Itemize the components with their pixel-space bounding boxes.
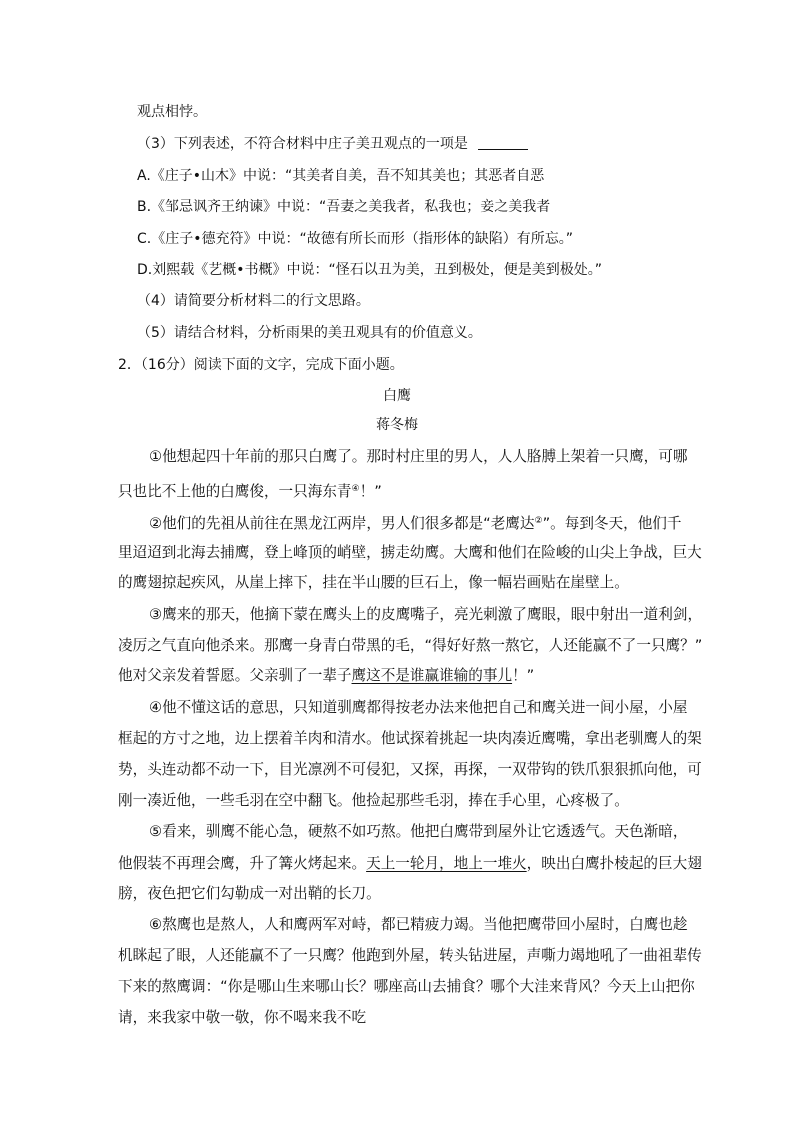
article-author: 蒋冬梅 bbox=[376, 417, 418, 433]
footnote-marker: ② bbox=[534, 516, 543, 526]
para-3-line-2: 凌厉之气直向他杀来。那鹰一身青白带黑的毛，“得好好熬一熬它，人还能赢不了一只鹰？” bbox=[118, 637, 703, 654]
para-4-line-4: 刚一凑近他，一些毛羽在空中翻飞。他捡起那些毛羽，捧在手心里，心疼极了。 bbox=[118, 792, 629, 809]
question-2: 2．（16分）阅读下面的文字，完成下面小题。 bbox=[118, 357, 404, 373]
underlined-phrase: 天上一轮月，地上一堆火 bbox=[366, 855, 527, 872]
para-6-line-3: 下来的熬鹰调：“你是哪山生来哪山长？哪座高山去捕食？哪个大洼来背风？今天上山把你 bbox=[118, 978, 695, 995]
option-b: B.《邹忌讽齐王纳谏》中说：“吾妻之美我者，私我也；妾之美我者 bbox=[137, 199, 551, 215]
footnote-marker: ④ bbox=[351, 484, 360, 494]
para-2-line-3: 的鹰翅掠起疾风，从崖上摔下，挂在半山腰的巨石上，像一幅岩画贴在崖壁上。 bbox=[118, 574, 629, 591]
para-5-text-cont: ，映出白鹰扑棱起的巨大翅 bbox=[526, 855, 702, 872]
option-a: A.《庄子•山木》中说：“其美者自美，吾不知其美也；其恶者自恶 bbox=[137, 168, 545, 184]
para-2-text: ②他们的先祖从前往在黑龙江两岸，男人们很多都是“老鹰达 bbox=[149, 515, 535, 532]
para-5-line-1: ⑤看来，驯鹰不能心急，硬熬不如巧熬。他把白鹰带到屋外让它透透气。天色渐暗， bbox=[149, 823, 688, 840]
para-3-text: 他对父亲发着誓愿。父亲驯了一辈子 bbox=[118, 667, 352, 684]
para-1-text: 只也比不上他的白鹰俊，一只海东青 bbox=[118, 483, 352, 500]
para-3-end: ！” bbox=[512, 667, 535, 684]
question-3-text: （3）下列表述，不符合材料中庄子美丑观点的一项是 bbox=[137, 136, 468, 152]
para-4-line-3: 势，头连动都不动一下，目光凛冽不可侵犯，又探，再探，一双带钩的铁爪狠狠抓向他，可 bbox=[118, 761, 702, 778]
para-4-line-1: ④他不懂这话的意思，只知道驯鹰都得按老办法来他把自己和鹰关进一间小屋，小屋 bbox=[149, 699, 688, 716]
para-1-line-1: ①他想起四十年前的那只白鹰了。那时村庄里的男人，人人胳膊上架着一只鹰，可哪 bbox=[149, 448, 688, 465]
text-line: 观点相悖。 bbox=[137, 104, 207, 120]
option-d: D.刘熙载《艺概•书概》中说：“怪石以丑为美，丑到极处，便是美到极处。” bbox=[137, 262, 602, 278]
para-3-line-3 bbox=[118, 660, 534, 692]
article-title: 白鹰 bbox=[383, 388, 411, 404]
para-5-line-2 bbox=[118, 848, 702, 880]
para-2-line-1 bbox=[149, 505, 681, 540]
question-5: （5）请结合材料，分析雨果的美丑观具有的价值意义。 bbox=[137, 325, 482, 341]
para-2-text-cont: ”。每到冬天，他们千 bbox=[542, 515, 682, 532]
option-c: C.《庄子•德充符》中说：“故德有所长而形（指形体的缺陷）有所忘。” bbox=[137, 231, 573, 247]
para-2-line-2: 里迢迢到北海去捕鹰，登上峰顶的峭壁，掳走幼鹰。大鹰和他们在险峻的山尖上争战，巨大 bbox=[118, 544, 702, 561]
question-4: （4）请简要分析材料二的行文思路。 bbox=[137, 293, 370, 309]
para-3-line-1: ③鹰来的那天，他摘下蒙在鹰头上的皮鹰嘴子，亮光刺激了鹰眼，眼中射出一道利剑， bbox=[149, 606, 703, 623]
underlined-phrase: 鹰这不是谁赢谁输的事儿 bbox=[351, 667, 513, 684]
question-3 bbox=[137, 134, 528, 154]
para-4-line-2: 框起的方寸之地，边上摆着羊肉和清水。他试探着挑起一块肉凑近鹰嘴，拿出老驯鹰人的架 bbox=[118, 730, 702, 747]
para-6-line-2: 机眯起了眼，人还能赢不了一只鹰？他跑到外屋，转头钻进屋，声嘶力竭地吼了一曲祖辈传 bbox=[118, 947, 702, 964]
para-1-line-2 bbox=[118, 473, 382, 508]
para-6-line-4: 请，来我家中敬一敬，你不喝来我不吃 bbox=[118, 1009, 367, 1026]
para-5-line-3: 膀，夜色把它们勾勒成一对出鞘的长刀。 bbox=[118, 885, 381, 902]
para-6-line-1: ⑥熬鹰也是熬人，人和鹰两军对峙，都已精疲力竭。当他把鹰带回小屋时，白鹰也趁 bbox=[149, 916, 688, 933]
para-5-text: 他假装不再理会鹰，升了篝火烤起来。 bbox=[118, 855, 367, 872]
para-1-end: ！” bbox=[359, 483, 382, 500]
answer-blank bbox=[478, 135, 528, 150]
